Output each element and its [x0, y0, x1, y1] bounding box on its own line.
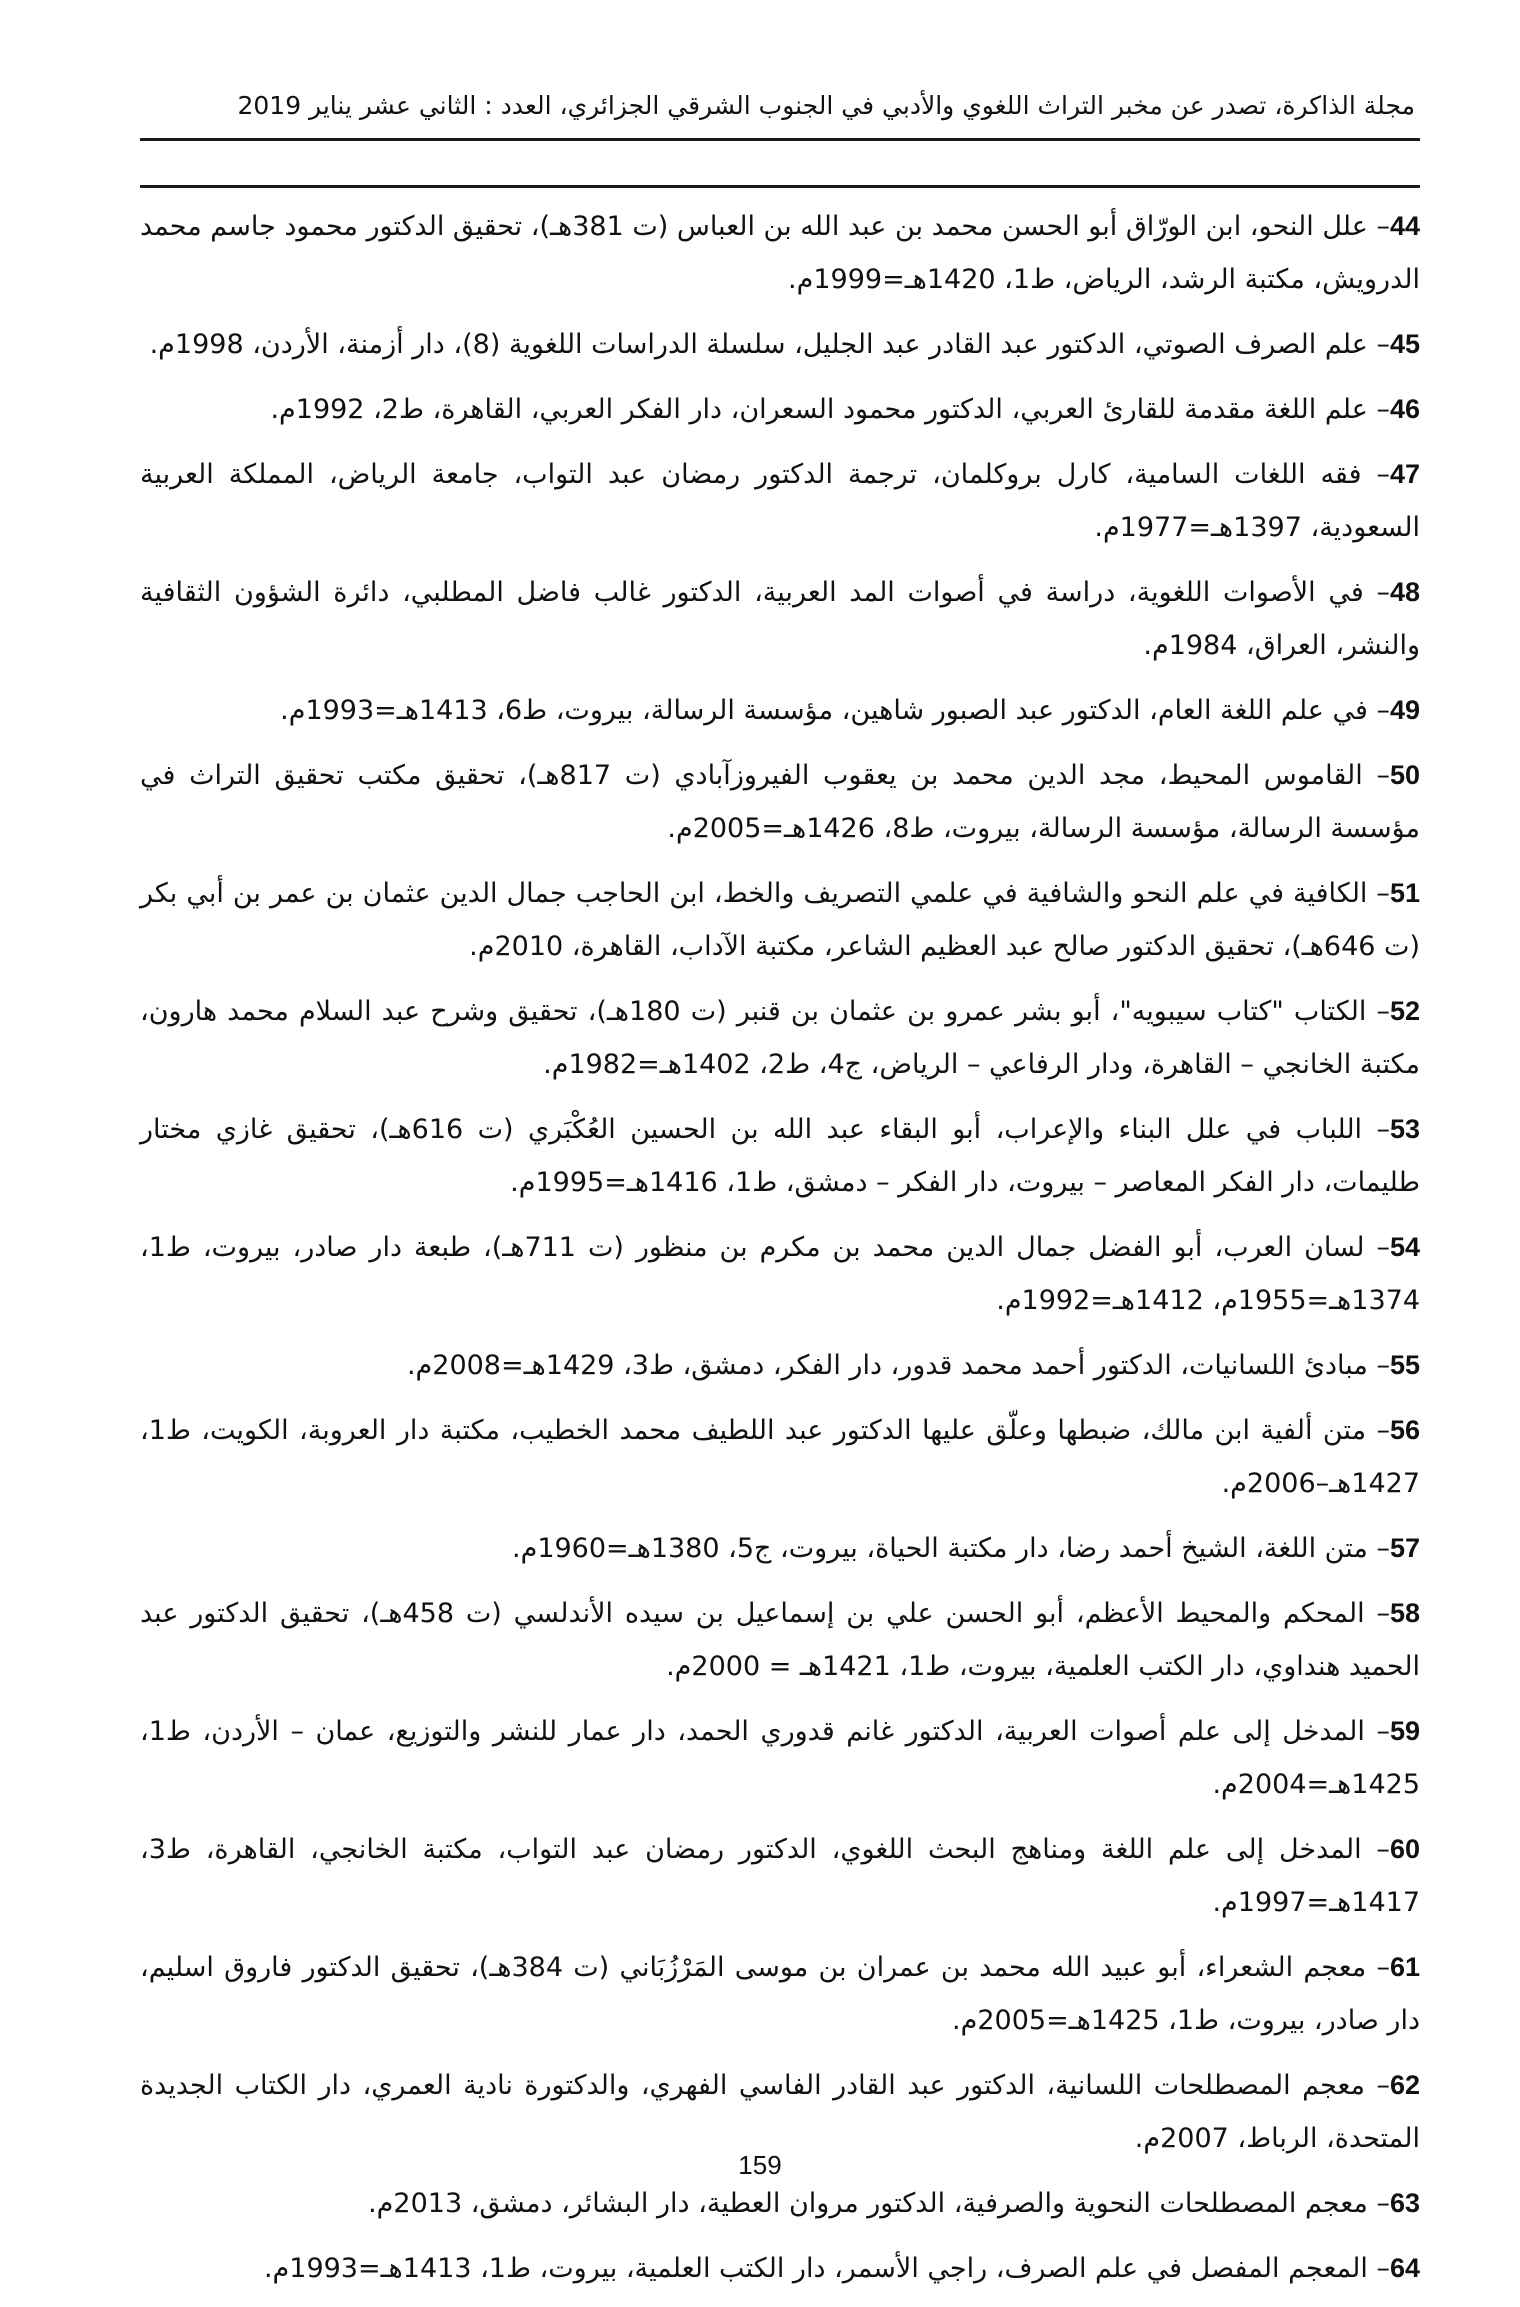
reference-number: 45 [1389, 329, 1420, 359]
reference-entry [140, 448, 1420, 554]
reference-dash: – [1362, 1114, 1390, 1145]
reference-text: لسان العرب، أبو الفضل جمال الدين محمد بن مكرم بن منظور (ت 711هـ)، طبعة دار صادر، بيروت، ط1، 1374هـ=1955م، 1412هـ=1992م. [140, 1232, 1420, 1316]
reference-entry [140, 867, 1420, 973]
reference-number: 53 [1389, 1114, 1420, 1144]
reference-number: 56 [1389, 1415, 1420, 1445]
header-rule-top [140, 138, 1420, 141]
reference-dash: – [1367, 2253, 1390, 2284]
reference-text: مبادئ اللسانيات، الدكتور أحمد محمد قدور، دار الفكر، دمشق، ط3، 1429هـ=2008م. [406, 1350, 1368, 1381]
reference-number: 47 [1389, 459, 1420, 489]
reference-text: فقه اللغات السامية، كارل بروكلمان، ترجمة الدكتور رمضان عبد التواب، جامعة الرياض، المملكة العربية السعودية، 1397هـ=1977م. [140, 459, 1420, 543]
reference-entry [140, 1339, 1420, 1392]
reference-text: المحكم والمحيط الأعظم، أبو الحسن علي بن إسماعيل بن سيده الأندلسي (ت 458هـ)، تحقيق الدكتور عبد الحميد هنداوي، دار الكتب العلمية، بيروت، ط1، 1421هـ = 2000م. [140, 1598, 1420, 1682]
reference-text: علل النحو، ابن الورّاق أبو الحسن محمد بن عبد الله بن العباس (ت 381هـ)، تحقيق الدكتور محمود جاسم محمد الدرويش، مكتبة الرشد، الرياض، ط1، 1420هـ=1999م. [140, 211, 1420, 295]
reference-number: 46 [1389, 394, 1420, 424]
reference-text: في علم اللغة العام، الدكتور عبد الصبور شاهين، مؤسسة الرسالة، بيروت، ط6، 1413هـ=1993م. [280, 695, 1368, 726]
reference-number: 44 [1389, 211, 1421, 241]
reference-dash: – [1364, 1716, 1390, 1747]
reference-entry [140, 985, 1420, 1091]
reference-dash: – [1367, 695, 1390, 726]
reference-dash: – [1364, 1598, 1390, 1629]
reference-text: علم اللغة مقدمة للقارئ العربي، الدكتور محمود السعران، دار الفكر العربي، القاهرة، ط2، 1992م. [270, 394, 1368, 425]
reference-number: 59 [1389, 1716, 1420, 1746]
reference-entry [140, 749, 1420, 855]
reference-text: متن ألفية ابن مالك، ضبطها وعلّق عليها الدكتور عبد اللطيف محمد الخطيب، مكتبة دار العروبة، الكويت، ط1، 1427هـ–2006م. [140, 1415, 1420, 1499]
reference-number: 54 [1389, 1232, 1420, 1262]
reference-entry [140, 684, 1420, 737]
reference-number: 61 [1389, 1952, 1420, 1982]
reference-text: متن اللغة، الشيخ أحمد رضا، دار مكتبة الحياة، بيروت، ج5، 1380هـ=1960م. [512, 1533, 1368, 1564]
reference-dash: – [1367, 878, 1390, 909]
reference-number: 60 [1389, 1834, 1420, 1864]
reference-number: 50 [1389, 760, 1420, 790]
reference-dash: – [1366, 996, 1390, 1027]
reference-entry [140, 566, 1420, 672]
reference-text: المعجم المفصل في علم الصرف، راجي الأسمر، دار الكتب العلمية، بيروت، ط1، 1413هـ=1993م. [263, 2253, 1368, 2284]
reference-entry [140, 1404, 1420, 1510]
reference-text: الكتاب "كتاب سيبويه"، أبو بشر عمرو بن عثمان بن قنبر (ت 180هـ)، تحقيق وشرح عبد السلام محمد هارون، مكتبة الخانجي – القاهرة، ودار الرفاعي – الرياض، ج4، ط2، 1402هـ=1982م. [140, 996, 1420, 1080]
reference-number: 62 [1389, 2070, 1420, 2100]
reference-dash: – [1367, 2188, 1390, 2219]
reference-entry [140, 2177, 1420, 2230]
reference-text: علم الصرف الصوتي، الدكتور عبد القادر عبد الجليل، سلسلة الدراسات اللغوية (8)، دار أزمنة، الأردن، 1998م. [149, 329, 1368, 360]
reference-number: 51 [1389, 878, 1420, 908]
reference-dash: – [1364, 1232, 1390, 1263]
reference-dash: – [1366, 1415, 1390, 1446]
reference-number: 57 [1389, 1533, 1420, 1563]
reference-entry [140, 1522, 1420, 1575]
page-number: 159 [738, 2150, 782, 2180]
reference-dash: – [1361, 459, 1390, 490]
reference-text: في الأصوات اللغوية، دراسة في أصوات المد العربية، الدكتور غالب فاضل المطلبي، دائرة الشؤون الثقافية والنشر، العراق، 1984م. [140, 577, 1420, 661]
reference-entry [140, 1587, 1420, 1693]
reference-dash: – [1367, 1533, 1390, 1564]
reference-dash: – [1361, 1834, 1390, 1865]
reference-text: اللباب في علل البناء والإعراب، أبو البقاء عبد الله بن الحسين العُكْبَري (ت 616هـ)، تحقيق غازي مختار طليمات، دار الفكر المعاصر – بيروت، دار الفكر – دمشق، ط1، 1416هـ=1995م. [140, 1114, 1420, 1198]
reference-entry [140, 1941, 1420, 2047]
reference-entry [140, 383, 1420, 436]
reference-dash: – [1367, 211, 1390, 242]
references-list [140, 200, 1420, 2307]
reference-entry [140, 200, 1420, 306]
reference-text: الكافية في علم النحو والشافية في علمي التصريف والخط، ابن الحاجب جمال الدين عثمان بن عمر بن أبي بكر (ت 646هـ)، تحقيق الدكتور صالح عبد العظيم الشاعر، مكتبة الآداب، القاهرة، 2010م. [140, 878, 1420, 962]
header-rule-bottom [140, 185, 1420, 188]
reference-entry [140, 1221, 1420, 1327]
reference-entry [140, 318, 1420, 371]
reference-text: معجم المصطلحات النحوية والصرفية، الدكتور مروان العطية، دار البشائر، دمشق، 2013م. [368, 2188, 1368, 2219]
reference-dash: – [1363, 577, 1390, 608]
reference-entry [140, 1823, 1420, 1929]
reference-dash: – [1367, 1350, 1390, 1381]
reference-text: القاموس المحيط، مجد الدين محمد بن يعقوب الفيروزآبادي (ت 817هـ)، تحقيق مكتب تحقيق التراث في مؤسسة الرسالة، مؤسسة الرسالة، بيروت، ط8، 1426هـ=2005م. [140, 760, 1420, 844]
reference-entry [140, 2242, 1420, 2295]
reference-text: معجم الشعراء، أبو عبيد الله محمد بن عمران بن موسى المَرْزُبَاني (ت 384هـ)، تحقيق الدكتور فاروق اسليم، دار صادر، بيروت، ط1، 1425هـ=2005م. [140, 1952, 1420, 2036]
reference-number: 52 [1389, 996, 1420, 1026]
reference-dash: – [1364, 2070, 1390, 2101]
reference-text: المدخل إلى علم اللغة ومناهج البحث اللغوي، الدكتور رمضان عبد التواب، مكتبة الخانجي، القاهرة، ط3، 1417هـ=1997م. [140, 1834, 1420, 1918]
reference-number: 55 [1389, 1350, 1420, 1380]
reference-text: معجم المصطلحات اللسانية، الدكتور عبد القادر الفاسي الفهري، والدكتورة نادية العمري، دار الكتاب الجديدة المتحدة، الرباط، 2007م. [140, 2070, 1420, 2154]
running-header: مجلة الذاكرة، تصدر عن مخبر التراث اللغوي والأدبي في الجنوب الشرقي الجزائري، العدد : الثاني عشر يناير 2019 [237, 91, 1415, 120]
reference-number: 48 [1389, 577, 1420, 607]
reference-text: المدخل إلى علم أصوات العربية، الدكتور غانم قدوري الحمد، دار عمار للنشر والتوزيع، عمان – الأردن، ط1، 1425هـ=2004م. [140, 1716, 1420, 1800]
reference-number: 64 [1389, 2253, 1420, 2283]
reference-dash: – [1362, 760, 1390, 791]
reference-dash: – [1367, 394, 1390, 425]
reference-number: 49 [1389, 695, 1420, 725]
reference-number: 63 [1389, 2188, 1420, 2218]
reference-dash: – [1366, 1952, 1390, 1983]
reference-number: 58 [1389, 1598, 1421, 1628]
reference-entry [140, 1705, 1420, 1811]
reference-entry [140, 1103, 1420, 1209]
reference-dash: – [1367, 329, 1390, 360]
